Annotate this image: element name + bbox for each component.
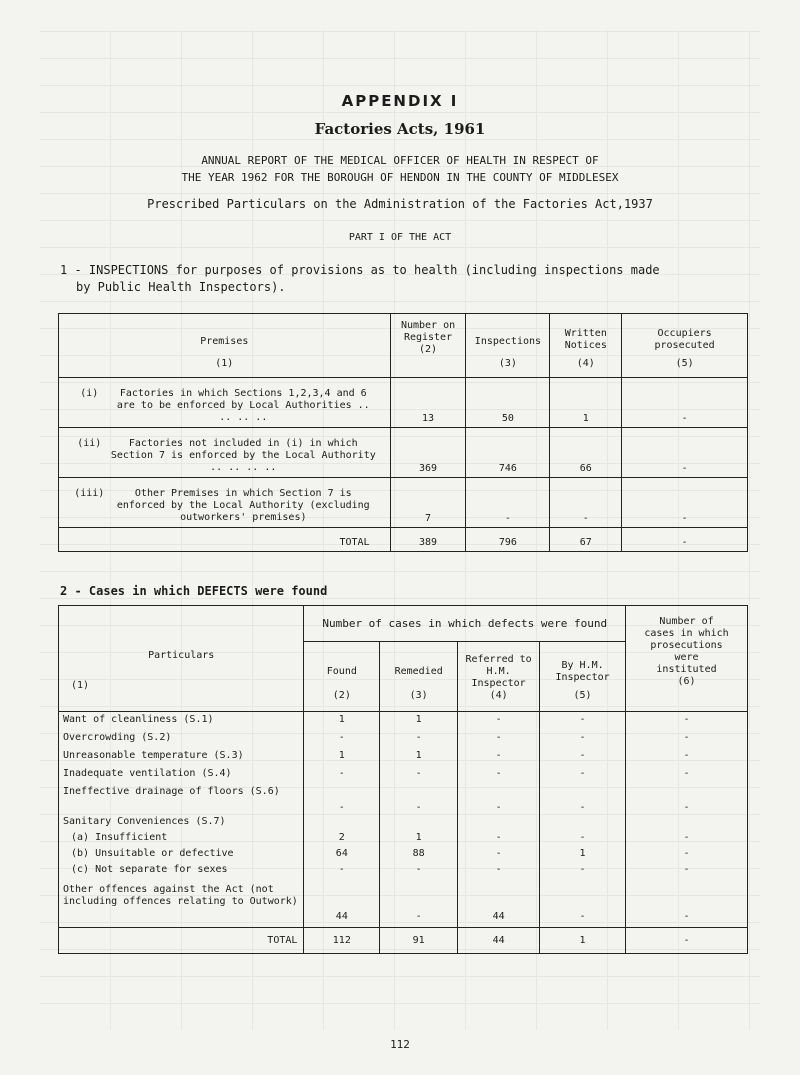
header-referred: Referred to H.M. Inspector (4) [458,642,540,712]
page-number: 112 [390,1038,410,1051]
row-label: Factories in which Sections 1,2,3,4 and 6 are to be enforced by Local Authorities .. .. .. .. [116,388,370,423]
part-heading: PART I OF THE ACT [348,232,452,243]
header-by-hm: By H.M. Inspector (5) [540,642,626,712]
total-referred: 44 [458,928,540,954]
total-label: TOTAL [59,528,391,552]
inspections-header-row [59,314,748,378]
total-found: 112 [304,928,380,954]
report-line-2: THE YEAR 1962 FOR THE BOROUGH OF HENDON IN THE COUNTY OF MIDDLESEX [181,171,619,184]
section-2-heading: 2 - Cases in which DEFECTS were found [60,584,328,598]
header-particulars: Particulars (1) [59,606,304,712]
row-label: Factories not included in (i) in which Section 7 is enforced by the Local Authority .. .. .. .. [110,438,376,473]
section-1-heading [60,262,750,296]
header-inspections: Inspections (3) [466,314,550,378]
total-occupiers: - [622,528,748,552]
cell-register: 13 [390,378,466,428]
header-register: Number on Register (2) [390,314,466,378]
defects-row: Want of cleanliness (S.1) 1 1 - - - [59,712,748,730]
act-title: Factories Acts, 1961 [314,120,486,138]
inspections-total-row [59,528,748,552]
defects-total-row [59,928,748,954]
total-register: 389 [390,528,466,552]
cell-occupiers: - [622,478,748,528]
defects-table [58,605,748,954]
cell-inspections: - [466,478,550,528]
defects-header-row-1 [59,606,748,642]
inspections-row: (ii) Factories not included in (i) in which Section 7 is enforced by the Local Authority .. .. .. .. 369 746 66 - [59,428,748,478]
header-remedied: Remedied (3) [380,642,458,712]
report-heading [0,152,800,186]
total-by-hm: 1 [540,928,626,954]
cell-inspections: 746 [466,428,550,478]
section-1-heading-line-1: 1 - INSPECTIONS for purposes of provisions as to health (including inspections made [60,263,660,277]
defects-row: (c) Not separate for sexes - - - - - [59,862,748,882]
cell-notices: 1 [550,378,622,428]
cell-register: 7 [390,478,466,528]
header-prosecutions: Number of cases in which prosecutions were instituted (6) [626,606,748,712]
header-premises: Premises (1) [59,314,391,378]
defects-row: Overcrowding (S.2) - - - - - [59,730,748,748]
total-remedied: 91 [380,928,458,954]
header-defects-group: Number of cases in which defects were found [304,606,626,642]
cell-notices: - [550,478,622,528]
header-notices: Written Notices (4) [550,314,622,378]
defects-row: (a) Insufficient 2 1 - - - [59,830,748,846]
total-notices: 67 [550,528,622,552]
total-prosecutions: - [626,928,748,954]
total-label: TOTAL [59,928,304,954]
inspections-row: (i) Factories in which Sections 1,2,3,4 and 6 are to be enforced by Local Authorities .. .. .. .. 13 50 1 - [59,378,748,428]
defects-row: Sanitary Conveniences (S.7) [59,814,748,830]
appendix-title: APPENDIX I [341,92,459,110]
cell-occupiers: - [622,378,748,428]
defects-row: (b) Unsuitable or defective 64 88 - 1 - [59,846,748,862]
inspections-table [58,313,748,552]
defects-row: Inadequate ventilation (S.4) - - - - - [59,766,748,784]
cell-notices: 66 [550,428,622,478]
cell-occupiers: - [622,428,748,478]
header-occupiers: Occupiers prosecuted (5) [622,314,748,378]
defects-row: Other offences against the Act (not including offences relating to Outwork) 44 - 44 - - [59,882,748,928]
report-line-1: ANNUAL REPORT OF THE MEDICAL OFFICER OF HEALTH IN RESPECT OF [201,154,599,167]
row-label: Other Premises in which Section 7 is enforced by the Local Authority (excluding outworkers' premises) [116,488,370,523]
section-1-heading-line-2: by Public Health Inspectors). [76,280,286,294]
cell-register: 369 [390,428,466,478]
total-inspections: 796 [466,528,550,552]
header-found: Found (2) [304,642,380,712]
defects-row: Ineffective drainage of floors (S.6) - - - - - [59,784,748,814]
prescribed-particulars: Prescribed Particulars on the Administration of the Factories Act,1937 [147,197,653,211]
defects-row: Unreasonable temperature (S.3) 1 1 - - - [59,748,748,766]
inspections-row: (iii) Other Premises in which Section 7 is enforced by the Local Authority (excluding outworkers' premises) 7 - - - [59,478,748,528]
cell-inspections: 50 [466,378,550,428]
